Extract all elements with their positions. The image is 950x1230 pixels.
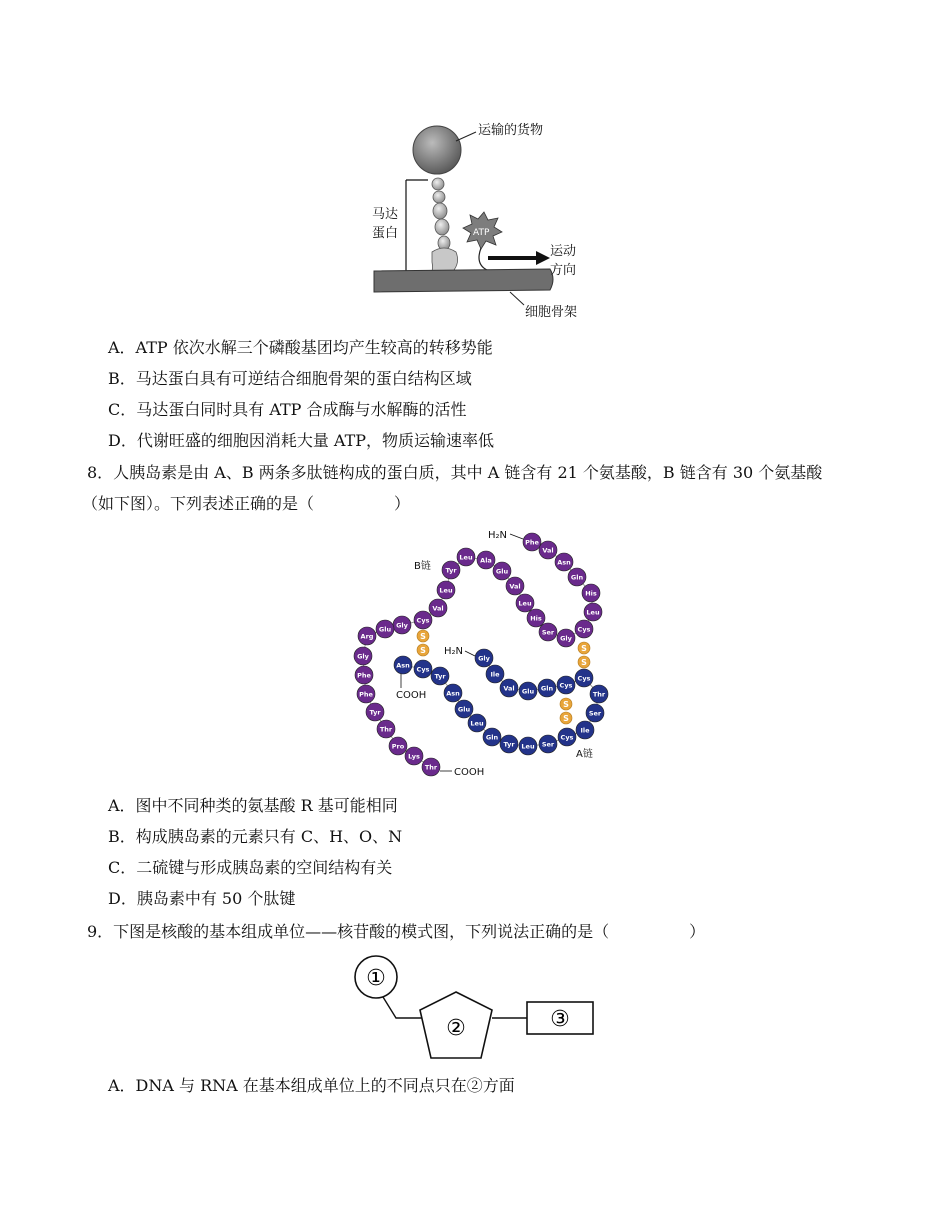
q8-option-c: C．二硫键与形成胰岛素的空间结构有关: [108, 858, 393, 877]
svg-text:Val: Val: [542, 546, 554, 555]
a-chain-label: A链: [576, 749, 593, 760]
direction-label-2: 方向: [550, 263, 577, 278]
a-chain-h2n-label: H₂N: [444, 646, 464, 657]
svg-text:Asn: Asn: [557, 558, 571, 567]
svg-text:Leu: Leu: [518, 599, 532, 608]
a-chain-residue: [519, 737, 537, 755]
a-chain-residue: [576, 721, 594, 739]
svg-text:Phe: Phe: [359, 690, 373, 699]
cytoskeleton-label: 细胞骨架: [525, 305, 578, 320]
a-chain-cooh-label: COOH: [396, 690, 427, 701]
b-chain-residue: [366, 703, 384, 721]
a-chain-residue: [394, 656, 412, 674]
disulfide-sulfur: [560, 712, 572, 724]
svg-text:Asn: Asn: [446, 689, 460, 698]
svg-text:Gln: Gln: [540, 684, 554, 693]
q8-option-b: B．构成胰岛素的元素只有 C、H、O、N: [108, 827, 403, 846]
svg-text:Thr: Thr: [424, 763, 438, 772]
svg-text:Val: Val: [503, 684, 515, 693]
disulfide-sulfur: [417, 644, 429, 656]
a-chain-residue: [575, 669, 593, 687]
q7-option-b: B．马达蛋白具有可逆结合细胞骨架的蛋白结构区域: [108, 369, 472, 388]
b-chain-residue: [393, 616, 411, 634]
a-chain-residue: [586, 704, 604, 722]
svg-text:Tyr: Tyr: [434, 672, 446, 681]
b-chain-residue: [355, 666, 373, 684]
b-chain-residue: [437, 581, 455, 599]
q8-option-d: D．胰岛素中有 50 个肽键: [108, 889, 296, 908]
b-chain-residue: [575, 620, 593, 638]
disulfide-sulfur: [560, 698, 572, 710]
b-chain-residue: [477, 551, 495, 569]
q8-stem-line2: （如下图）。下列表述正确的是（ ）: [82, 494, 411, 513]
svg-text:Val: Val: [509, 582, 521, 591]
a-chain-residue: [468, 714, 486, 732]
svg-text:Gly: Gly: [357, 652, 369, 661]
svg-text:Tyr: Tyr: [445, 566, 457, 575]
svg-text:Tyr: Tyr: [369, 708, 381, 717]
svg-text:Leu: Leu: [586, 608, 600, 617]
b-chain-residue: [405, 747, 423, 765]
b-chain-residue: [442, 561, 460, 579]
atp-label: ATP: [473, 228, 490, 238]
svg-text:Val: Val: [432, 604, 444, 613]
q8-option-a: A．图中不同种类的氨基酸 R 基可能相同: [108, 796, 398, 815]
svg-text:Asn: Asn: [396, 661, 410, 670]
svg-text:Gln: Gln: [485, 733, 499, 742]
b-chain-residue: [414, 611, 432, 629]
b-chain-residue: [568, 568, 586, 586]
svg-text:Lys: Lys: [408, 752, 420, 761]
a-chain-residue: [557, 676, 575, 694]
svg-text:S: S: [581, 658, 587, 667]
svg-text:His: His: [530, 614, 542, 623]
b-chain-residue: [539, 541, 557, 559]
a-chain-residue: [538, 679, 556, 697]
part-3-label: ③: [550, 1007, 570, 1032]
direction-label-1: 运动: [550, 244, 577, 259]
part-1-label: ①: [366, 966, 386, 991]
a-chain-residue: [414, 660, 432, 678]
svg-text:Phe: Phe: [525, 538, 539, 547]
b-chain-residue: [523, 533, 541, 551]
svg-text:Pro: Pro: [391, 742, 405, 751]
svg-text:Glu: Glu: [378, 625, 392, 634]
svg-text:Ala: Ala: [480, 556, 492, 565]
b-chain-residue: [358, 627, 376, 645]
b-chain-residue: [429, 599, 447, 617]
cytoskeleton-bar: [374, 269, 553, 292]
svg-text:Leu: Leu: [439, 586, 453, 595]
a-chain-residue: [483, 728, 501, 746]
q7-option-d: D．代谢旺盛的细胞因消耗大量 ATP，物质运输速率低: [108, 431, 495, 450]
svg-text:Gly: Gly: [560, 634, 572, 643]
svg-text:Cys: Cys: [577, 674, 591, 683]
disulfide-sulfur: [578, 642, 590, 654]
b-chain-cooh-label: COOH: [454, 767, 485, 778]
svg-text:S: S: [563, 714, 569, 723]
svg-text:His: His: [585, 589, 597, 598]
svg-text:Thr: Thr: [592, 690, 606, 699]
b-chain-label: B链: [414, 561, 431, 572]
b-chain-residue: [457, 548, 475, 566]
svg-text:Ile: Ile: [490, 670, 500, 679]
svg-text:Cys: Cys: [416, 616, 430, 625]
b-chain-residue: [584, 603, 602, 621]
svg-text:Ser: Ser: [541, 628, 555, 637]
a-chain-residue: [558, 728, 576, 746]
b-chain-residue: [354, 647, 372, 665]
b-chain-residue: [516, 594, 534, 612]
disulfide-sulfur: [578, 656, 590, 668]
svg-text:Cys: Cys: [559, 681, 573, 690]
svg-text:Cys: Cys: [416, 665, 430, 674]
svg-text:Leu: Leu: [459, 553, 473, 562]
a-chain-residue: [486, 665, 504, 683]
svg-text:Arg: Arg: [360, 632, 374, 641]
svg-text:Leu: Leu: [470, 719, 484, 728]
q8-stem-line1: 8．人胰岛素是由 A、B 两条多肽链构成的蛋白质，其中 A 链含有 21 个氨基酸，B 链含有 30 个氨基酸: [87, 463, 823, 482]
svg-text:S: S: [563, 700, 569, 709]
b-chain-residue: [539, 623, 557, 641]
a-chain-residue: [444, 684, 462, 702]
part-2-label: ②: [446, 1016, 466, 1041]
b-chain-residue: [527, 609, 545, 627]
b-chain-residue: [422, 758, 440, 776]
a-chain-residue: [475, 649, 493, 667]
a-chain-residue: [431, 667, 449, 685]
b-chain-h2n-label: H₂N: [488, 530, 508, 541]
a-chain-residue: [590, 685, 608, 703]
a-chain-residue: [539, 735, 557, 753]
b-chain-residue: [557, 629, 575, 647]
svg-text:Ser: Ser: [588, 709, 602, 718]
svg-text:Thr: Thr: [379, 725, 393, 734]
svg-text:S: S: [581, 644, 587, 653]
q7-option-c: C．马达蛋白同时具有 ATP 合成酶与水解酶的活性: [108, 400, 467, 419]
b-chain-residue: [493, 562, 511, 580]
svg-text:Tyr: Tyr: [503, 740, 515, 749]
b-chain-residue: [376, 620, 394, 638]
svg-text:Cys: Cys: [560, 733, 574, 742]
svg-text:Glu: Glu: [521, 687, 535, 696]
insulin-figure: [350, 522, 620, 784]
svg-text:Ile: Ile: [580, 726, 590, 735]
cargo-label: 运输的货物: [478, 123, 544, 138]
motor-protein-label-2: 蛋白: [372, 226, 399, 241]
b-chain-residue: [377, 720, 395, 738]
svg-text:Gln: Gln: [570, 573, 584, 582]
svg-text:Glu: Glu: [457, 705, 471, 714]
svg-text:Glu: Glu: [495, 567, 509, 576]
q9-option-a: A．DNA 与 RNA 在基本组成单位上的不同点只在②方面: [108, 1076, 515, 1095]
a-chain-residue: [455, 700, 473, 718]
svg-text:Gly: Gly: [478, 654, 490, 663]
svg-text:Cys: Cys: [577, 625, 591, 634]
svg-text:S: S: [420, 632, 426, 641]
b-chain-residue: [582, 584, 600, 602]
svg-text:S: S: [420, 646, 426, 655]
a-chain-residue: [500, 679, 518, 697]
svg-text:Gly: Gly: [396, 621, 408, 630]
b-chain-residue: [555, 553, 573, 571]
svg-text:Phe: Phe: [357, 671, 371, 680]
q7-option-a: A．ATP 依次水解三个磷酸基团均产生较高的转移势能: [108, 338, 493, 357]
b-chain-residue: [506, 577, 524, 595]
b-chain-residue: [389, 737, 407, 755]
q9-stem: 9．下图是核酸的基本组成单位——核苷酸的模式图，下列说法正确的是（ ）: [87, 922, 706, 941]
disulfide-sulfur: [417, 630, 429, 642]
nucleotide-figure: [350, 952, 600, 1064]
svg-text:Leu: Leu: [521, 742, 535, 751]
cargo-sphere: [413, 126, 461, 174]
motor-protein-label-1: 马达: [372, 207, 399, 222]
b-chain-residue: [357, 685, 375, 703]
svg-text:Ser: Ser: [541, 740, 555, 749]
a-chain-residue: [519, 682, 537, 700]
a-chain-residue: [500, 735, 518, 753]
